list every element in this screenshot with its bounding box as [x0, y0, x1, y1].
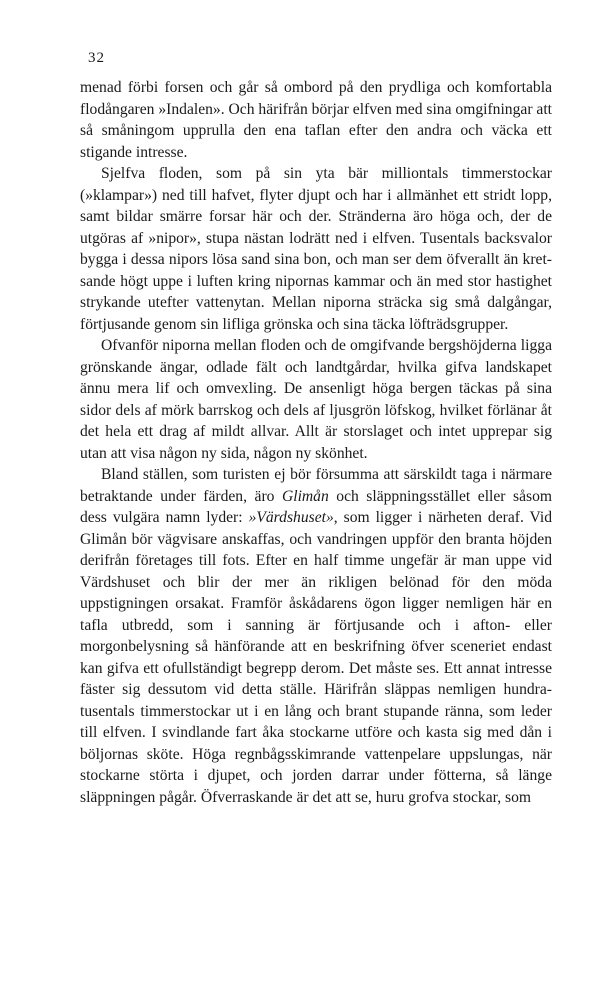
- paragraph-4-text-b: och släppningsstället eller såsom dess vulgära namn lyder:: [80, 487, 552, 526]
- paragraph-3: [80, 335, 552, 464]
- paragraph-4-text-a: Bland ställen, som turisten ej bör försumma att särskildt taga i närmare betraktande under färden, äro: [80, 466, 552, 505]
- paragraph-4: [80, 464, 552, 808]
- paragraph-1: [80, 77, 552, 163]
- body-text: [80, 77, 552, 808]
- paragraph-1-text: menad förbi forsen och går så ombord på den prydliga och komfortabla flodångaren »Indalen». Och härifrån börjar elfven med sina omgifningar att så småningom upprulla den ena taflan efter den andra och väcka ett stigande intresse.: [80, 79, 552, 161]
- paragraph-4-text-c: , som ligger i närheten deraf. Vid Glimån bör vägvisare anskaffas, och vandringen uppför den branta höjden derifrån företages till fots. Efter en half timme ungefär är man uppe vid Värdshuset och blir der mer än rikligen belönad för den möda uppstigningen orsakat. Framför åskådarens ögon ligger nemligen här en tafla utbredd, som i sanning är förtjusande och i afton- eller morgonbelysning så hänförande att en beskrifning öfver sceneriet endast kan gifva ett ofullständigt begrepp derom. Det måste ses. Ett annat intresse fäster sig dessutom vid detta ställe. Härifrån släppas nemligen hundratusentals timmerstockar ut i en lång och brant stupande ränna, som leder till elfven. I svindlande fart åka stockarne utföre och kasta sig med dån i böljornas sköte. Höga regnbågsskimrande vattenpelare uppslungas, när stockarne störta i djupet, och jorden darrar under fötterna, så länge släppningen pågår. Öfverraskande är det att se, huru grofva stockar, som: [80, 509, 553, 806]
- paragraph-3-text: Ofvanför niporna mellan floden och de omgifvande bergshöjderna ligga grönskande ängar, odlade fält och landtgårdar, hvilka gifva landskapet ännu mera lif och omvexling. De ansenligt höga bergen täckas på sina sidor dels af mörk barrskog och dels af ljusgrön löfskog, hvilket förlänar åt det hela ett drag af mildt allvar. Allt är storslaget och intet upprepar sig utan att visa någon ny sida, någon ny skönhet.: [80, 337, 552, 462]
- paragraph-2-text: Sjelfva floden, som på sin yta bär milliontals timmerstockar (»klampar») ned till hafvet, flyter djupt och har i allmänhet ett stridt lopp, samt bildar smärre forsar här och der. Stränderna äro höga och, der de utgöras af »nipor», stupa nästan lodrätt ned i elfven. Tusentals backsvalor bygga i dessa nipors lösa sand sina bon, och man ser dem öfverallt än kretsande högt uppe i luften kring nipornas kammar och än med stor hastighet strykande utefter vattenytan. Mellan niporna sträcka sig små dalgångar, förtjusande genom sin lifliga grönska och sina täcka löfträdsgrupper.: [80, 165, 552, 333]
- place-name-vardshuset: »Värdshuset»: [248, 509, 334, 526]
- place-name-gliman: Glimån: [281, 487, 329, 505]
- paragraph-2: [80, 163, 552, 335]
- page-number: 32: [88, 50, 105, 66]
